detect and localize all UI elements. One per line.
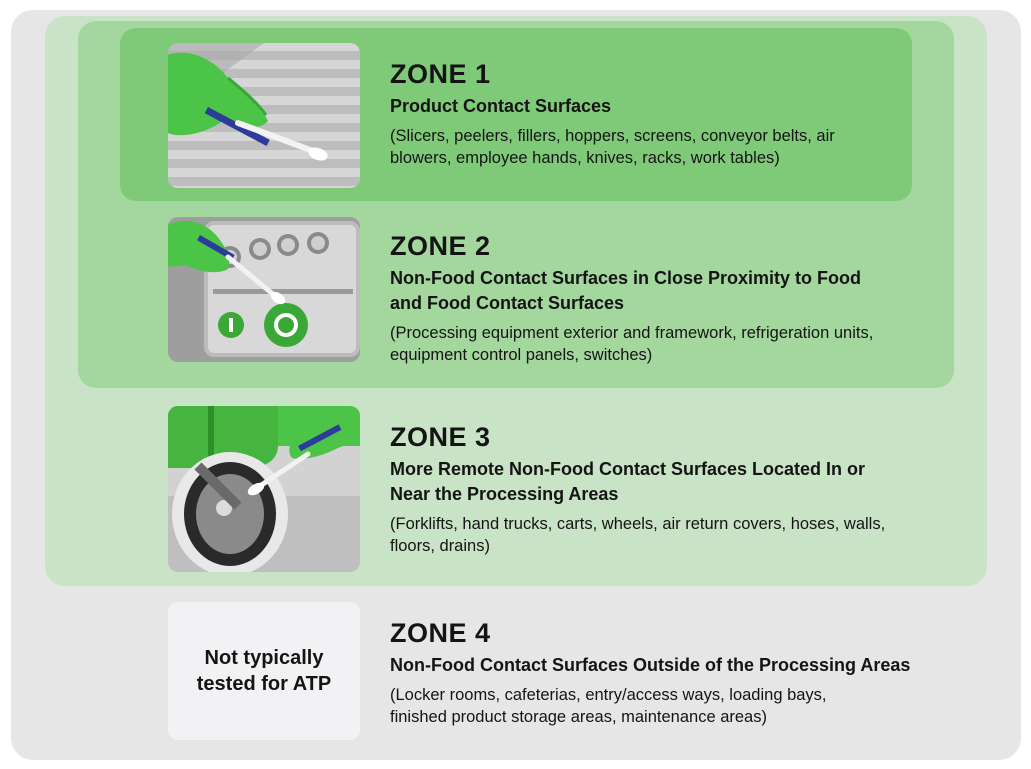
zone-1-subtitle: Product Contact Surfaces: [390, 96, 612, 116]
zone-4-note-panel: [168, 602, 360, 740]
zone-4-title: ZONE 4: [390, 618, 491, 648]
zone-1-title: ZONE 1: [390, 59, 491, 89]
zone-2-examples: (Processing equipment exterior and framework, refrigeration units, equipment control panels, switches): [390, 324, 874, 364]
zone-4-examples: (Locker rooms, cafeterias, entry/access ways, loading bays, finished product storage areas, maintenance areas): [390, 686, 827, 726]
gloved-hand-swabbing-cart-wheel-icon: [168, 406, 360, 572]
zone-2-title: ZONE 2: [390, 231, 491, 261]
zone-4-text: [390, 617, 990, 728]
zone-4-subtitle: Non-Food Contact Surfaces Outside of the Processing Areas: [390, 655, 911, 675]
zone-3-title: ZONE 3: [390, 422, 491, 452]
zone-3-text: [390, 421, 890, 557]
gloved-hand-swabbing-control-panel-icon: [168, 217, 360, 362]
zone-1-text: [390, 58, 890, 169]
gloved-hand-swabbing-grate-icon: [168, 43, 360, 188]
zone-3-subtitle: More Remote Non-Food Contact Surfaces Located In or Near the Processing Areas: [390, 459, 866, 504]
zone-4-note: Not typically tested for ATP: [196, 647, 332, 695]
zone-1-examples: (Slicers, peelers, fillers, hoppers, screens, conveyor belts, air blowers, employee hands, knives, racks, work tables): [390, 127, 835, 167]
zone-2-text: [390, 230, 890, 366]
zone-3-examples: (Forklifts, hand trucks, carts, wheels, air return covers, hoses, walls, floors, drains): [390, 515, 886, 555]
zone-2-subtitle: Non-Food Contact Surfaces in Close Proximity to Food and Food Contact Surfaces: [390, 268, 862, 313]
